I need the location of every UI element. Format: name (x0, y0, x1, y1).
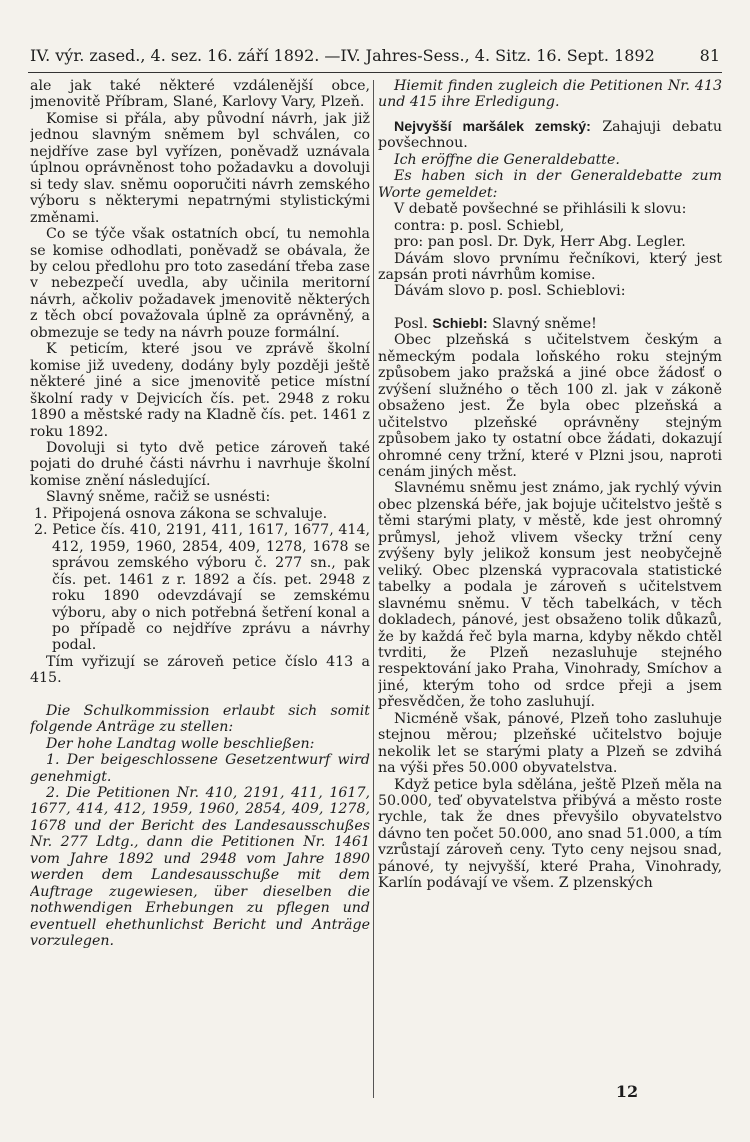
page-number: 81 (699, 46, 720, 65)
column-divider (373, 80, 374, 1098)
paragraph: Tím vyřizují se zároveň petice číslo 413 a 415. (30, 653, 370, 687)
paragraph: contra: p. posl. Schiebl, (394, 217, 565, 234)
speech (378, 316, 722, 332)
german-paragraph: Ich eröffne die Generaldebatte. (394, 151, 620, 168)
speech-text: Zahajuji debatu povšechnou. (378, 118, 722, 152)
german-paragraph: 1. Der beigeschlossene Gesetzentwurf wird genehmigt. (30, 752, 370, 785)
paragraph: pro: pan posl. Dr. Dyk, Herr Abg. Legler. (394, 234, 686, 251)
paragraph: Slavnému sněmu jest známo, jak rychlý vývin obec plzenská béře, jak bojuje učitelstvo ještě s těmi starými platy, v městě, kde jest ohromný průmysl, jehož vlivem všecky tržní ceny zvýšeny byly jelikož konsum jest neobyčejně veliký. Obec plzenská vypracovala statistické tabelky a podala je zároveň s učitelstvem slavnému sněmu. V těch tabelkách, v těch dokladech, pánové, jest obsaženo tolik důkazů, že by každá řeč byla marna, kdyby někdo chtěl tvrditi, že Plzeň nezasluhuje stejného respektování jako Praha, Vinohrady, Smíchov a jiné, kterým toho od srdce přeji a jsem přesvědčen, že toho zasluhují. (378, 480, 722, 711)
german-paragraph: Die Schulkommission erlaubt sich somit folgende Anträge zu stellen: (30, 702, 370, 736)
list-item: 1. Připojená osnova zákona se schvaluje. (34, 505, 328, 522)
paragraph: Co se týče však ostatních obcí, tu nemohla se komise odhodlati, poněvadž se obávala, že by celou předlohu pro toto zasedání třeba zase v nebezpečí uvedla, aby učinila meritorní návrh, ačkoliv požadavek jmenovitě některých z těch obcí považovala úplně za oprávněný, a obmezuje se tedy na návrh pouze formální. (30, 226, 370, 341)
header-title: IV. výr. zased., 4. sez. 16. září 1892. —IV. Jahres-Sess., 4. Sitz. 16. Sept. 1892 (30, 46, 655, 65)
left-column (30, 78, 370, 1098)
paragraph: K peticím, které jsou ve zprávě školní komise již uvedeny, dodány byly později ještě některé jiné a sice jmenovitě petice místní školní rady v Dejvicích čís. pet. 2948 z roku 1890 a městské rady na Kladně čís. pet. 1461 z roku 1892. (30, 341, 370, 440)
signature-mark: 12 (615, 1082, 639, 1101)
paragraph: Když petice byla sdělána, ještě Plzeň měla na 50.000, teď obyvatelstva přibývá a město roste rychle, tak že dnes převyšilo obyvatelstvo dávno ten počet 50.000, ano snad 51.000, a tím vzrůstají zároveň ceny. Tyto ceny nejsou snad, pánové, ty nejvyšší, které Praha, Vinohrady, Karlín podávají ve všem. Z plzenských (378, 776, 722, 892)
german-paragraph: Der hohe Landtag wolle beschließen: (46, 735, 315, 752)
german-paragraph: Hiemit finden zugleich die Petitionen Nr. 413 und 415 ihre Erledigung. (378, 78, 722, 111)
paragraph: Komise si přála, aby původní návrh, jak již jednou slavným sněmem byl schválen, co nejdříve zase byl vyřízen, poněvadž uznávala úplnou oprávněnost toho požadavku a dovoluji si tedy slav. sněmu ooporučiti návrh zemského výboru s některymi nepatrnými stylistickými změnami. (30, 110, 370, 226)
paragraph: V debatě povšechné se přihlásili k slovu: (394, 201, 687, 218)
paragraph: Slavný sněme, račiž se usnésti: (46, 489, 271, 506)
spacer (378, 111, 722, 119)
speaker-name: Nejvyšší maršálek zemský: (394, 118, 591, 135)
running-header (30, 40, 720, 72)
paragraph: Dovoluji si tyto dvě petice zároveň také pojati do druhé části návrhu i navrhuje školní komise znění následující. (30, 439, 370, 489)
speech (378, 119, 722, 152)
german-paragraph: Es haben sich in der Generaldebatte zum Worte gemeldet: (378, 168, 722, 201)
header-rule (28, 72, 722, 73)
speaker-prefix: Posl. (394, 315, 428, 332)
speaker-name: Schiebl: (432, 315, 488, 332)
paragraph: ale jak také některé vzdálenější obce, jmenovitě Příbram, Slané, Karlovy Vary, Plzeň. (30, 78, 370, 111)
list-item: 2. Petice čís. 410, 2191, 411, 1617, 1677, 414, 412, 1959, 1960, 2854, 409, 1278, 1678 se správou zemského výboru č. 277 sn., pak čís. pet. 1461 z r. 1892 a čís. pet. 2948 z roku 1890 odevzdávají se zemskému výboru, aby o nich potřebná šetření konal a po případě co nejdříve zprávu a návrhy podal. (34, 522, 370, 654)
paragraph: Obec plzeňská s učitelstvem českým a německým podala loňského roku stejným způsobem jako pražská a jiné obce žádosť o zvýšení služného o těch 100 zl. jak v zákoně obsaženo jest. Že byla obec plzeňská a učitelstvo plzeňské oprávněny stejným způsobem jako ty ostatní obce žádati, dokazují ohromné ceny tržní, které v Plzni jsou, naproti cenám jiných měst. (378, 332, 722, 480)
paragraph: Dávám slovo p. posl. Schieblovi: (394, 283, 626, 300)
right-column (378, 78, 722, 1088)
paragraph: Nicméně však, pánové, Plzeň toho zasluhuje stejnou měrou; plzeňské učitelstvo bojuje nekolik let se starými platy a Plzeň se zdvihá na výši přes 50.000 obyvatelstva. (378, 710, 722, 777)
spacer (30, 687, 370, 703)
paragraph: Dávám slovo prvnímu řečníkovi, který jest zapsán proti návrhům komise. (378, 250, 722, 283)
speech-text: Slavný sněme! (492, 315, 597, 332)
spacer (378, 300, 722, 316)
german-paragraph: 2. Die Petitionen Nr. 410, 2191, 411, 1617, 1677, 414, 412, 1959, 1960, 2854, 409, 1278, 1678 und der Bericht des Landesausschußes Nr. 277 Ldtg., dann die Petitionen Nr. 1461 vom Jahre 1892 und 2948 vom Jahre 1890 werden dem Landesausschuße mit dem Auftrage zugewiesen, über dieselben die nothwendigen Erhebungen zu pflegen und eventuell ehethunlichst Bericht und Anträge vorzulegen. (30, 785, 370, 950)
